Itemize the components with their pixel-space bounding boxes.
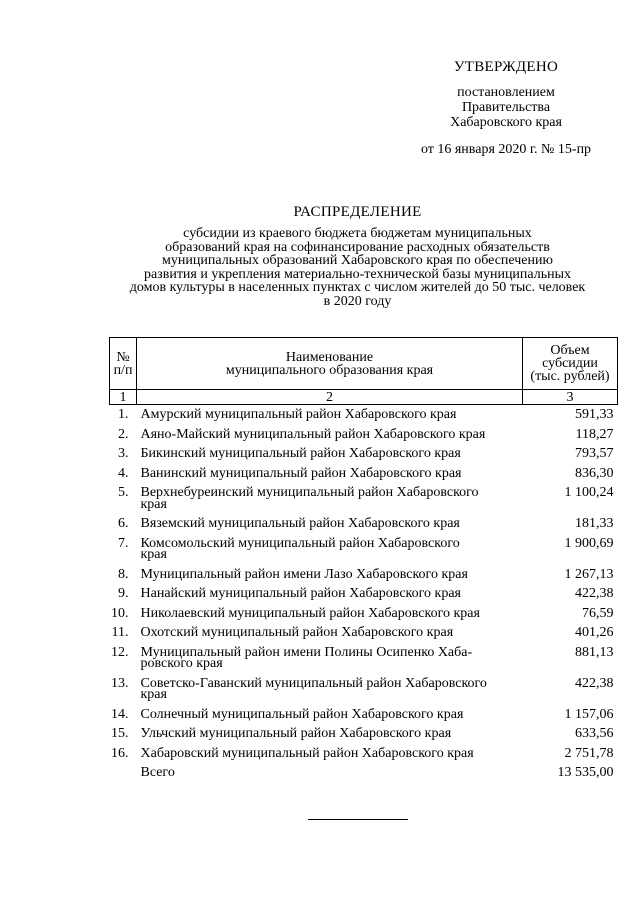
row-number: 6.	[118, 516, 129, 531]
row-subsidy-value: 836,30	[575, 465, 614, 481]
row-subsidy-value: 1 267,13	[564, 566, 614, 582]
table-row	[110, 405, 618, 425]
approval-line-3: Хабаровского края	[450, 115, 562, 130]
row-subsidy-value: 591,33	[575, 407, 614, 422]
document-heading	[100, 204, 615, 308]
column-number-3: 3	[523, 390, 618, 405]
table-header	[110, 338, 618, 405]
row-subsidy-value: 633,56	[575, 726, 614, 741]
row-subsidy-value: 2 751,78	[564, 745, 614, 761]
end-rule	[308, 819, 408, 820]
column-number-1: 1	[110, 390, 137, 405]
table-row	[110, 514, 618, 534]
table-row	[110, 705, 618, 725]
table-row	[110, 724, 618, 744]
row-number: 12.	[111, 644, 129, 660]
row-number: 7.	[118, 535, 129, 551]
row-municipality-name: Муниципальный район имени Лазо Хабаровского края	[140, 566, 468, 582]
row-subsidy-value: 76,59	[582, 605, 614, 621]
subtitle-line: в 2020 году	[323, 293, 392, 309]
total-label: Всего	[140, 765, 175, 780]
row-subsidy-value: 793,57	[575, 446, 614, 461]
table-row	[110, 464, 618, 484]
table-row	[110, 643, 618, 674]
row-municipality-name: Муниципальный район имени Полины Осипенко Хаба- ровского края	[140, 644, 473, 671]
row-subsidy-value: 401,26	[575, 625, 614, 640]
row-municipality-name: Ванинский муниципальный район Хабаровского края	[140, 465, 462, 481]
row-subsidy-value: 422,38	[575, 586, 614, 601]
approval-heading: УТВЕРЖДЕНО	[453, 59, 559, 75]
total-value: 13 535,00	[557, 765, 614, 780]
approval-line-1: постановлением	[457, 85, 555, 100]
row-subsidy-value: 1 900,69	[564, 535, 614, 551]
header-value: Объем субсидии (тыс. рублей)	[523, 338, 618, 390]
row-municipality-name: Николаевский муниципальный район Хабаровского края	[140, 605, 480, 621]
subtitle-line: муниципальных образований Хабаровского края по обеспечению	[162, 253, 553, 268]
row-municipality-name: Солнечный муниципальный район Хабаровского края	[140, 706, 464, 722]
subtitle-line: домов культуры в населенных пунктах с числом жителей до 50 тыс. человек	[129, 280, 586, 295]
row-number: 4.	[118, 465, 129, 481]
total-row	[110, 763, 618, 783]
row-municipality-name: Вяземский муниципальный район Хабаровского края	[140, 516, 460, 531]
row-number: 3.	[118, 446, 129, 461]
row-municipality-name: Аяно-Майский муниципальный район Хабаровского края	[140, 426, 486, 442]
column-number-2: 2	[137, 390, 523, 405]
row-subsidy-value: 422,38	[575, 675, 614, 691]
table-row	[110, 744, 618, 764]
subsidy-table	[109, 337, 618, 783]
table-row	[110, 674, 618, 705]
row-number: 15.	[111, 726, 129, 741]
row-municipality-name: Верхнебуреинский муниципальный район Хабаровского края	[140, 485, 479, 512]
header-number: № п/п	[110, 338, 137, 390]
approval-line-2: Правительства	[461, 100, 551, 115]
row-municipality-name: Амурский муниципальный район Хабаровского края	[140, 407, 457, 422]
row-subsidy-value: 881,13	[575, 644, 614, 660]
subtitle-line: субсидии из краевого бюджета бюджетам муниципальных	[183, 226, 532, 241]
row-number: 11.	[111, 625, 129, 640]
row-number: 1.	[118, 407, 129, 422]
row-municipality-name: Советско-Гаванский муниципальный район Хабаровского края	[140, 675, 487, 702]
table-row	[110, 483, 618, 514]
row-municipality-name: Охотский муниципальный район Хабаровского края	[140, 625, 454, 640]
table-row	[110, 604, 618, 624]
row-number: 13.	[111, 675, 129, 691]
table-row	[110, 534, 618, 565]
row-subsidy-value: 118,27	[575, 426, 614, 442]
table-body	[110, 405, 618, 783]
row-number: 2.	[118, 426, 129, 442]
row-subsidy-value: 181,33	[575, 516, 614, 531]
row-number: 16.	[111, 745, 129, 761]
row-number: 8.	[118, 566, 129, 582]
row-number: 14.	[111, 706, 129, 722]
header-name: Наименование муниципального образования края	[137, 338, 523, 390]
row-municipality-name: Бикинский муниципальный район Хабаровского края	[140, 446, 461, 461]
table-row	[110, 444, 618, 464]
approval-date: от 16 января 2020 г. № 15-пр	[420, 142, 592, 157]
row-subsidy-value: 1 157,06	[564, 706, 614, 722]
row-subsidy-value: 1 100,24	[564, 485, 614, 500]
row-municipality-name: Нанайский муниципальный район Хабаровского края	[140, 586, 461, 601]
table-row	[110, 565, 618, 585]
row-municipality-name: Комсомольский муниципальный район Хабаровского края	[140, 535, 460, 562]
row-municipality-name: Ульчский муниципальный район Хабаровского края	[140, 726, 452, 741]
subtitle-line: образований края на софинансирование расходных обязательств	[165, 239, 550, 255]
row-municipality-name: Хабаровский муниципальный район Хабаровского края	[140, 745, 474, 761]
subtitle-line: развития и укрепления материально-технической базы муниципальных	[143, 266, 572, 282]
approval-block	[400, 60, 612, 157]
table-row	[110, 584, 618, 604]
document-title: РАСПРЕДЕЛЕНИЕ	[293, 204, 422, 220]
table-row	[110, 425, 618, 445]
table-row	[110, 623, 618, 643]
row-number: 5.	[118, 485, 129, 500]
row-number: 9.	[118, 586, 129, 601]
row-number: 10.	[111, 605, 129, 621]
